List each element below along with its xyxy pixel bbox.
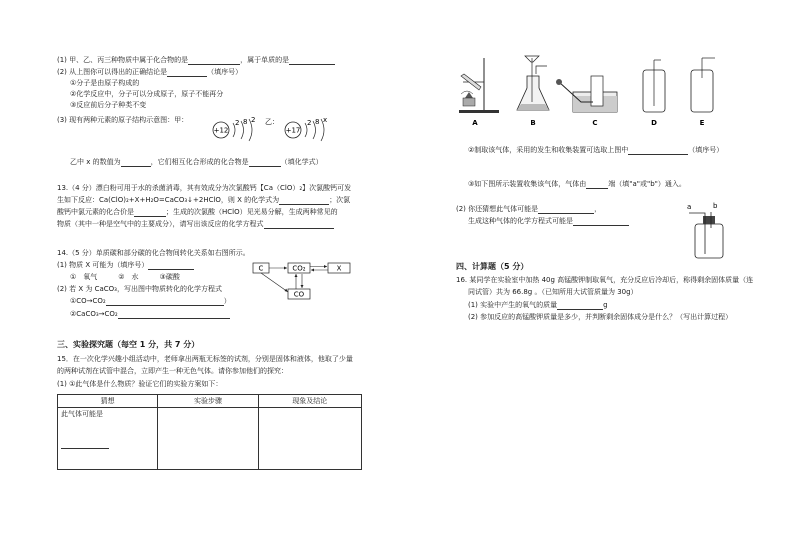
answer-blank-inlet-end[interactable]: [586, 181, 608, 189]
q15-sub-1: (1) ①此气体是什么物质？验证它们的实验方案如下：: [57, 380, 223, 388]
answer-blank-valence[interactable]: [134, 209, 166, 217]
q16-part1: (1) 实验中产生的氧气的质量 g: [468, 301, 608, 309]
apparatus-c: [556, 76, 617, 112]
q12-option-1: ①分子是由原子构成的: [70, 79, 140, 87]
q12-option-3: ③反应前后分子种类不变: [70, 101, 147, 109]
table-header-steps: 实验步骤: [158, 395, 258, 408]
table-cell-steps[interactable]: [158, 408, 258, 470]
apparatus-b: [517, 56, 549, 110]
q13-line-3: 酸钙中氯元素的化合价是 ；生成的次氯酸（HClO）见光易分解，生成两种常见的: [57, 208, 338, 216]
q14-part2: (2) 若 X 为 CaCO₃，写出图中物质转化的化学方程式: [57, 285, 222, 293]
table-cell-result[interactable]: [258, 408, 361, 470]
q14-eq1: ①CO→CO₂ ）: [70, 297, 231, 305]
q15-part2: ②制取该气体，采用的发生和收集装置可选取上图中 （填序号）: [468, 146, 724, 154]
atom-yi-shell-3: x: [323, 116, 328, 124]
q15-line-1: 15．在一次化学兴趣小组活动中，老师拿出两瓶无标签的试剂，分别是固体和液体，他取了少量: [57, 355, 353, 363]
label-d: D: [651, 119, 657, 127]
q13-line-1: 13.（4 分）漂白粉可用于水的杀菌消毒，其有效成分为次氯酸钙【Ca（ClO）₂】次氯酸钙可发: [57, 184, 352, 192]
q15-line-2: 的两种试剂在试管中混合，立即产生一种无色气体。请你参加他们的探究：: [57, 367, 288, 375]
atom-jia-shell-1: 2: [235, 119, 240, 127]
q16-line-1: 16. 某同学在实验室中加热 40g 高锰酸钾制取氧气，充分反应后冷却后，称得剩余固体质量（连: [456, 276, 754, 284]
table-header-result: 现象及结论: [258, 395, 361, 408]
section-3-heading: 三、实验探究题（每空 1 分，共 7 分）: [57, 340, 200, 349]
answer-blank-element[interactable]: [289, 57, 335, 65]
answer-blank-gas[interactable]: [61, 441, 109, 449]
atom-yi-label: 乙：: [265, 118, 279, 126]
label-e: E: [699, 119, 705, 127]
label-c: C: [592, 119, 598, 127]
q12-part2: (2) 从上图你可以得出的正确结论是 （填序号）: [57, 68, 243, 76]
bottle-port-b: b: [713, 202, 718, 210]
carbon-conversion-diagram: [252, 260, 362, 302]
table-header-hypothesis: 猜想: [58, 395, 158, 408]
q14-options: ① 氧气 ② 水 ③碳酸: [70, 273, 180, 281]
q12-part3: (3) 现有两种元素的原子结构示意图：甲：: [57, 116, 189, 124]
atom-jia: [213, 116, 255, 141]
q15-part4: (2) 你还猜想此气体可能是 ，: [456, 205, 602, 213]
atom-yi-shell-2: 8: [315, 118, 320, 126]
q13-line-2: 生如下反应：Ca(ClO)₂+X+H₂O=CaCO₃↓+2HClO，则 X 的化学式为 ；次氯: [57, 196, 351, 204]
atom-structure-diagrams: [205, 116, 355, 146]
q15-part4-equation: 生成这种气体的化学方程式可能是: [468, 217, 629, 226]
gas-bottle-ab: [683, 200, 733, 260]
atom-yi-shell-1: 2: [307, 119, 312, 127]
answer-blank-oxygen-mass[interactable]: [557, 302, 603, 310]
atom-jia-shell-3: 2: [251, 116, 256, 124]
box-co2-label: CO₂: [292, 264, 306, 273]
apparatus-d: [643, 60, 665, 112]
table-cell-hypothesis[interactable]: [58, 408, 158, 470]
q15-part3: ③如下图所示装置收集该气体，气体由 端（填"a"或"b"）通入。: [468, 180, 686, 188]
answer-blank-compound-formula[interactable]: [249, 159, 281, 167]
answer-blank-equation[interactable]: [264, 221, 334, 229]
q12-part1: (1) 甲、乙、丙三种物质中属于化合物的是 ，属于单质的是: [57, 56, 335, 65]
answer-blank-substance-x[interactable]: [148, 262, 194, 270]
answer-blank-gas-equation[interactable]: [573, 218, 629, 226]
atom-jia-shell-2: 8: [243, 118, 248, 126]
label-a: A: [472, 119, 478, 127]
experiment-table: [57, 394, 362, 470]
apparatus-a: [459, 58, 499, 113]
answer-blank-eq-caco3-co2[interactable]: [118, 311, 230, 319]
section-4-heading: 四、计算题（5 分）: [456, 262, 529, 271]
atom-jia-nucleus: +12: [213, 126, 229, 135]
atom-yi-nucleus: +17: [285, 126, 301, 135]
q13-line-4: 物质（其中一种是空气中的主要成分），请写出该反应的化学方程式: [57, 220, 334, 229]
box-c-label: C: [258, 264, 264, 273]
q14-part1: (1) 物质 X 可能为（填序号）: [57, 261, 194, 270]
answer-blank-conclusion[interactable]: [167, 69, 207, 77]
answer-blank-apparatus[interactable]: [628, 147, 688, 155]
answer-blank-eq-co-co2[interactable]: [106, 298, 224, 306]
answer-blank-x-formula[interactable]: [279, 197, 329, 205]
answer-blank-x[interactable]: [121, 159, 151, 167]
answer-blank-compound[interactable]: [188, 57, 240, 65]
table-cell-hypothesis-text: 此气体可能是: [61, 410, 103, 418]
label-b: B: [530, 119, 536, 127]
q12-option-2: ②化学反应中，分子可以分成原子，原子不能再分: [70, 90, 224, 98]
box-co-label: CO: [293, 290, 305, 299]
q16-part2: (2) 参加反应的高锰酸钾质量是多少，并判断剩余固体成分是什么？（写出计算过程）: [468, 313, 733, 321]
q12-part3-answer: 乙中 x 的数值为 ，它们相互化合形成的化合物是 （填化学式）: [70, 158, 323, 166]
q14-eq2: ②CaCO₃→CO₂: [70, 310, 230, 319]
lab-apparatus-figure: [455, 52, 735, 132]
q16-line-2: 同试管）共为 66.8g 。（已知所用大试管质量为 30g）: [468, 288, 638, 296]
apparatus-e: [691, 58, 715, 112]
bottle-port-a: a: [687, 203, 692, 211]
box-x-label: X: [336, 264, 342, 273]
atom-yi: [285, 116, 327, 141]
answer-blank-other-gas[interactable]: [538, 206, 594, 214]
q14-line-1: 14.（5 分）单质碳和部分碳的化合物间转化关系如右图所示。: [57, 249, 250, 257]
